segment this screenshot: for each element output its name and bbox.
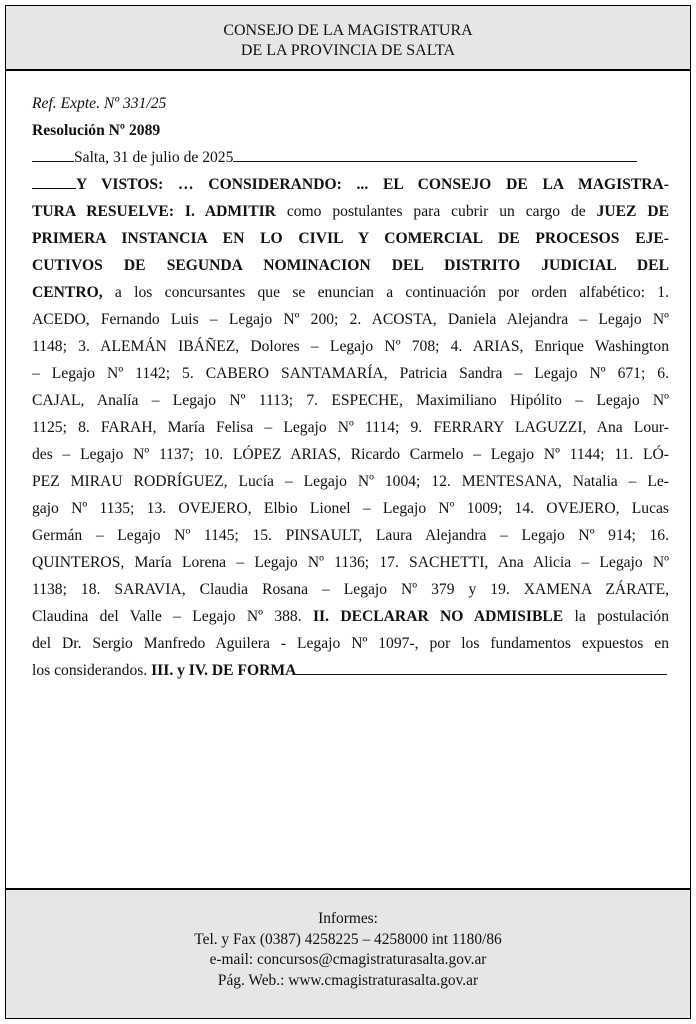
text-line [32,252,669,279]
footer-info-label: Informes: [318,910,378,927]
text-segment: des – Legajo Nº 1137; 10. LÓPEZ ARIAS, Ricardo Carmelo – Legajo Nº 1144; 11. LÓ- [32,446,669,463]
text-segment: a los concursantes que se enuncian a continuación por orden alfabético: 1. [102,284,669,301]
date-line [32,144,669,171]
closing-rule [296,657,667,675]
bold-text: CENTRO, [32,284,103,301]
bold-text: PRIMERA INSTANCIA EN LO CIVIL Y COMERCIAL DE PROCESOS EJE- [32,230,669,247]
text-line [32,333,669,360]
reference-number: Ref. Expte. Nº 331/25 [32,95,167,112]
text-line [32,630,669,657]
resolution-text [32,171,669,684]
text-segment: 1148; 3. ALEMÁN IBÁÑEZ, Dolores – Legajo Nº 708; 4. ARIAS, Enrique Washington [32,338,669,355]
text-segment: los considerandos. [32,662,152,679]
text-line [32,657,669,684]
text-line [32,171,669,198]
text-segment: Germán – Legajo Nº 1145; 15. PINSAULT, Laura Alejandra – Legajo Nº 914; 16. [32,527,669,544]
text-line [32,306,669,333]
text-segment: PEZ MIRAU RODRÍGUEZ, Lucía – Legajo Nº 1004; 12. MENTESANA, Natalia – Le- [32,473,669,490]
date-trailing-rule [233,144,637,162]
text-segment: CAJAL, Analía – Legajo Nº 1113; 7. ESPECHE, Maximiliano Hipólito – Legajo Nº [32,392,669,409]
text-segment: ACEDO, Fernando Luis – Legajo Nº 200; 2. ACOSTA, Daniela Alejandra – Legajo Nº [32,311,669,328]
text-line [32,522,669,549]
header-line-2: DE LA PROVINCIA DE SALTA [240,42,456,59]
resolution-body [32,90,669,684]
resolution-number: Resolución Nº 2089 [32,122,161,139]
text-segment: gajo Nº 1135; 13. OVEJERO, Elbio Lionel – Legajo Nº 1009; 14. OVEJERO, Lucas [32,500,669,517]
text-segment: del Dr. Sergio Manfredo Aguilera - Legajo Nº 1097-, por los fundamentos expuestos en [32,635,669,652]
text-line [32,468,669,495]
text-line [32,387,669,414]
text-line [32,441,669,468]
footer-website: Pág. Web.: www.cmagistraturasalta.gov.ar [217,971,479,989]
bold-text: JUEZ DE [596,203,669,220]
text-line [32,549,669,576]
text-line [32,495,669,522]
paragraph-leading-rule [32,171,76,189]
text-segment: – Legajo Nº 1142; 5. CABERO SANTAMARÍA, Patricia Sandra – Legajo Nº 671; 6. [32,365,669,382]
text-line [32,225,669,252]
text-segment: como postulantes para cubrir un cargo de [275,203,597,220]
footer-email: e-mail: concursos@cmagistraturasalta.gov.ar [209,951,487,968]
bold-text: II. DECLARAR NO ADMISIBLE [312,608,564,625]
bold-text: TURA RESUELVE: I. ADMITIR [32,203,276,220]
date-text: Salta, 31 de julio de 2025 [74,149,234,166]
text-line [32,279,669,306]
text-segment: la postulación [563,608,669,625]
text-segment: QUINTEROS, María Lorena – Legajo Nº 1136; 17. SACHETTI, Ana Alicia – Legajo Nº [32,554,669,571]
text-segment: 1125; 8. FARAH, María Felisa – Legajo Nº 1114; 9. FERRARY LAGUZZI, Ana Lour- [32,419,669,436]
text-segment: 1138; 18. SARAVIA, Claudia Rosana – Legajo Nº 379 y 19. XAMENA ZÁRATE, [32,581,669,598]
bold-text: III. y IV. DE FORMA [151,662,297,679]
edict-notice [5,5,691,1019]
text-segment: Claudina del Valle – Legajo Nº 388. [32,608,313,625]
header-box [6,6,690,71]
footer-phone: Tel. y Fax (0387) 4258225 – 4258000 int 1180/86 [194,930,502,948]
text-line [32,414,669,441]
header-line-1: CONSEJO DE LA MAGISTRATURA [223,22,473,39]
text-line [32,198,669,225]
date-leading-rule [32,144,74,162]
text-line [32,360,669,387]
bold-text: CUTIVOS DE SEGUNDA NOMINACION DEL DISTRITO JUDICIAL DEL [32,257,669,274]
footer-box [6,888,690,1018]
bold-text: Y VISTOS: … CONSIDERANDO: ... EL CONSEJO DE LA MAGISTRA- [76,176,669,193]
text-line [32,603,669,630]
text-line [32,576,669,603]
